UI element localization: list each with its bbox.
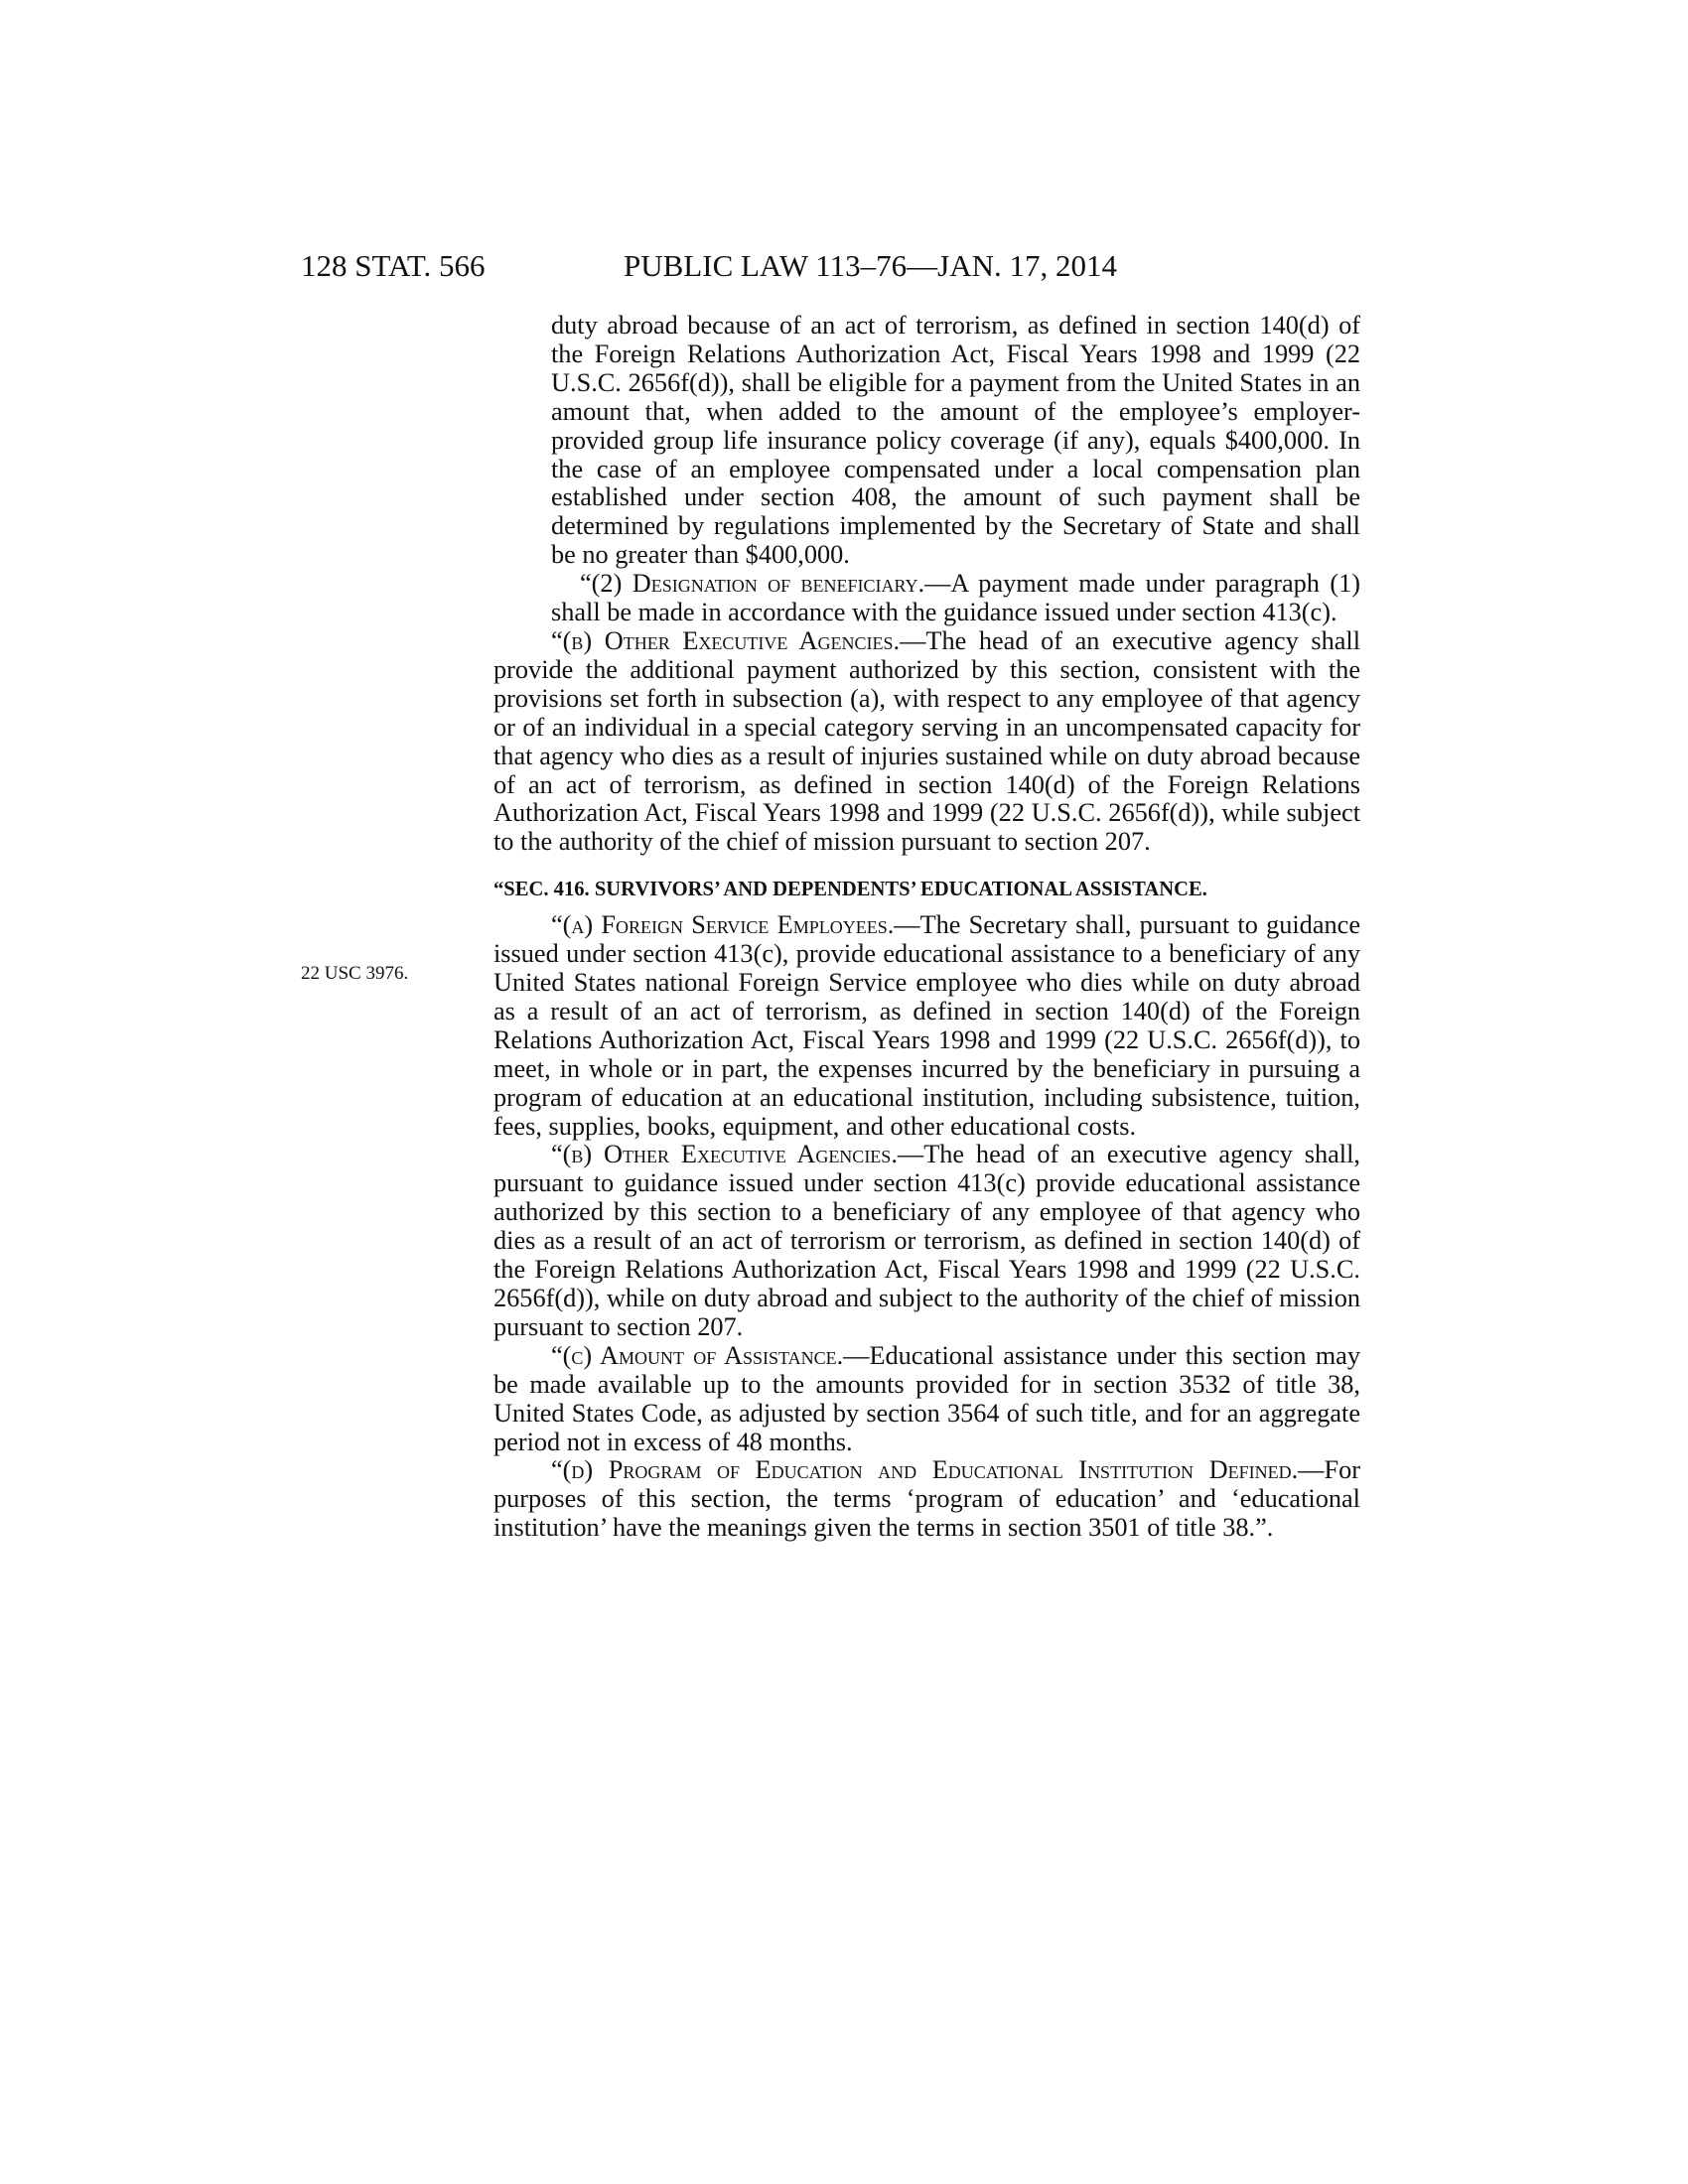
paragraph-foreign-service-employees (493, 911, 1360, 1141)
paragraph-amount-of-assistance (493, 1342, 1360, 1457)
paragraph-label: “(b) Other Executive Agencies. (551, 1140, 898, 1169)
paragraph-label: “(c) Amount of Assistance. (551, 1340, 844, 1370)
paragraph-text: —Educational assistance under this section may be made available up to the amounts provided for in section 3532 of title 38, United States Code, as adjusted by section 3564 of such title, and for an aggregate period not in excess of 48 months. (493, 1340, 1360, 1456)
paragraph-label: “(d) Program of Education and Educational Institution Defined. (551, 1455, 1299, 1485)
statute-citation: 128 STAT. 566 (301, 248, 486, 283)
page-header (301, 246, 1199, 286)
paragraph-text: —A payment made under paragraph (1) shall be made in accordance with the guidance issued under section 413(c). (551, 569, 1360, 627)
paragraph-text: —For purposes of this section, the terms ‘program of education’ and ‘educational institution’ have the meanings given the terms in section 3501 of title 38.”. (493, 1455, 1360, 1543)
paragraph-label: “(b) Other Executive Agencies. (551, 625, 901, 655)
document-body (493, 312, 1360, 1543)
paragraph-designation-of-beneficiary (551, 570, 1360, 627)
public-law-title: PUBLIC LAW 113–76—JAN. 17, 2014 (624, 248, 1117, 283)
usc-margin-note: 22 USC 3976. (301, 963, 409, 984)
paragraph-text: —The Secretary shall, pursuant to guidance issued under section 413(c), provide educational assistance to a beneficiary of any United States national Foreign Service employee who dies while on duty abroad as a result of an act of terrorism, as defined in section 140(d) of the Foreign Relations Authorization Act, Fiscal Years 1998 and 1999 (22 U.S.C. 2656f(d)), to meet, in whole or in part, the expenses incurred by the beneficiary in pursuing a program of education at an educational institution, including subsistence, tuition, fees, supplies, books, equipment, and other educational costs. (493, 910, 1360, 1141)
paragraph-continued: duty abroad because of an act of terrorism, as defined in section 140(d) of the Foreign Relations Authorization Act, Fiscal Years 1998 and 1999 (22 U.S.C. 2656f(d)), shall be eligible for a payment from the United States in an amount that, when added to the amount of the employee’s employer-provided group life insurance policy coverage (if any), equals $400,000. In the case of an employee compensated under a local compensation plan established under section 408, the amount of such payment shall be determined by regulations implemented by the Secretary of State and shall be no greater than $400,000. (551, 311, 1360, 570)
paragraph-text: —The head of an executive agency shall, pursuant to guidance issued under section 413(c) provide educational assistance authorized by this section to a beneficiary of any employee of that agency who dies as a result of an act of terrorism or terrorism, as defined in section 140(d) of the Foreign Relations Authorization Act, Fiscal Years 1998 and 1999 (22 U.S.C. 2656f(d)), while on duty abroad and subject to the authority of the chief of mission pursuant to section 207. (493, 1140, 1360, 1341)
continued-paragraph-block (493, 312, 1360, 627)
paragraph-other-executive-agencies-2 (493, 1141, 1360, 1341)
paragraph-program-of-education-defined (493, 1456, 1360, 1543)
paragraph-other-executive-agencies (493, 627, 1360, 857)
paragraph-label: “(2) Designation of beneficiary. (580, 569, 925, 599)
paragraph-label: “(a) Foreign Service Employees. (551, 910, 895, 940)
section-416-heading: “SEC. 416. SURVIVORS’ AND DEPENDENTS’ EDUCATIONAL ASSISTANCE. (493, 879, 1207, 901)
paragraph-text: —The head of an executive agency shall provide the additional payment authorized by this section, consistent with the provisions set forth in subsection (a), with respect to any employee of that agency or of an individual in a special category serving in an uncompensated capacity for that agency who dies as a result of injuries sustained while on duty abroad because of an act of terrorism, as defined in section 140(d) of the Foreign Relations Authorization Act, Fiscal Years 1998 and 1999 (22 U.S.C. 2656f(d)), while subject to the authority of the chief of mission pursuant to section 207. (493, 625, 1360, 857)
